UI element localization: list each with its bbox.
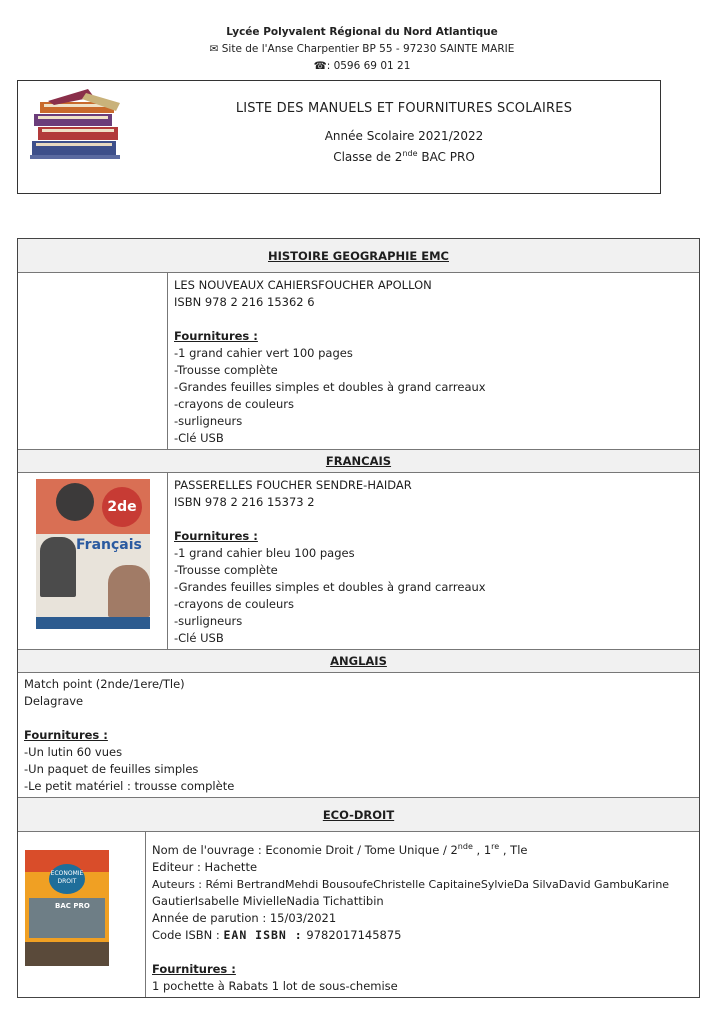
class-sup: nde: [402, 149, 418, 158]
fournitures-label: Fournitures :: [24, 728, 108, 742]
class-suffix: BAC PRO: [417, 150, 475, 164]
book-title: Match point (2nde/1ere/Tle): [24, 677, 185, 691]
phone-text: : 0596 69 01 21: [326, 60, 411, 72]
cover-badge: 2de: [102, 487, 142, 527]
supplies-table: [17, 238, 700, 998]
school-phone: [0, 58, 724, 75]
list-item: -surligneurs: [174, 414, 243, 428]
list-item: -Un lutin 60 vues: [24, 745, 123, 759]
school-name: Lycée Polyvalent Régional du Nord Atlantique: [226, 26, 498, 38]
fournitures-label: Fournitures :: [174, 529, 258, 543]
list-item: -Grandes feuilles simples et doubles à grand carreaux: [174, 580, 486, 594]
list-item: -Clé USB: [174, 631, 224, 645]
list-item: -1 grand cahier vert 100 pages: [174, 346, 353, 360]
eco-details: [146, 832, 699, 997]
section-header-francais: FRANCAIS: [18, 450, 699, 473]
francais-book-cover: [36, 479, 150, 629]
eco-cover-cell: [18, 832, 146, 997]
list-item: -Clé USB: [174, 431, 224, 445]
book-publisher: Delagrave: [24, 694, 84, 708]
list-item: -1 grand cahier bleu 100 pages: [174, 546, 355, 560]
cover-subtitle: BAC PRO: [55, 902, 90, 910]
book-authors-2: GautierIsabelle MivielleNadia Tichattibin: [152, 893, 384, 908]
class-level: [148, 145, 660, 166]
school-year: Année Scolaire 2021/2022: [324, 129, 484, 143]
list-item: -Un paquet de feuilles simples: [24, 762, 199, 776]
book-title: [152, 838, 693, 859]
book-isbn: ISBN 978 2 216 15362 6: [174, 295, 315, 309]
document-title: LISTE DES MANUELS ET FOURNITURES SCOLAIRES: [235, 101, 573, 116]
list-item: 1 pochette à Rabats 1 lot de sous-chemise: [152, 978, 398, 993]
school-address: [0, 41, 724, 58]
envelope-icon: ✉: [209, 43, 219, 55]
book-authors-1: Auteurs : Rémi BertrandMehdi BousoufeChristelle CapitaineSylvieDa SilvaDavid GambuKarine: [152, 877, 670, 891]
isbn-value: 9782017145875: [302, 927, 402, 942]
histoire-details: [168, 273, 699, 449]
list-item: -crayons de couleurs: [174, 597, 294, 611]
francais-cover-cell: [18, 473, 168, 649]
section-row-eco-droit: [18, 832, 699, 997]
eco-book-cover: [25, 850, 109, 966]
fournitures-label: Fournitures :: [152, 961, 236, 976]
book-isbn: [152, 927, 693, 944]
list-item: -Trousse complète: [174, 563, 278, 577]
histoire-cover-cell: [18, 273, 168, 449]
section-header-anglais: ANGLAIS: [18, 650, 699, 673]
title-text: [148, 101, 660, 166]
ouvrage-mid: , 1: [472, 842, 492, 857]
fournitures-label: Fournitures :: [174, 329, 258, 343]
ouvrage-prefix: Nom de l'ouvrage : Economie Droit / Tome Unique / 2: [152, 842, 458, 857]
section-row-francais: [18, 473, 699, 650]
cover-title: Français: [76, 537, 142, 553]
book-date: Année de parution : 15/03/2021: [152, 910, 337, 925]
anglais-details: [18, 673, 699, 798]
section-header-histoire: HISTOIRE GEOGRAPHIE EMC: [18, 239, 699, 273]
title-box: [17, 80, 661, 194]
ouvrage-suffix: , Tle: [499, 842, 528, 857]
francais-details: [168, 473, 699, 649]
list-item: -Grandes feuilles simples et doubles à grand carreaux: [174, 380, 486, 394]
isbn-prefix: Code ISBN :: [152, 927, 224, 942]
section-row-histoire: [18, 273, 699, 450]
book-title: PASSERELLES FOUCHER SENDRE-HAIDAR: [174, 478, 412, 492]
list-item: -Le petit matériel : trousse complète: [24, 779, 235, 793]
section-header-eco-droit: ECO-DROIT: [18, 798, 699, 832]
ouvrage-sup-2: re: [491, 842, 500, 851]
isbn-code: EAN ISBN :: [223, 927, 303, 942]
letterhead: [0, 24, 724, 75]
list-item: -Trousse complète: [174, 363, 278, 377]
class-prefix: Classe de 2: [333, 150, 403, 164]
ouvrage-sup-1: nde: [457, 842, 473, 851]
book-title: LES NOUVEAUX CAHIERSFOUCHER APOLLON: [174, 278, 432, 292]
cover-title: ECONOMIE DROIT: [49, 864, 85, 894]
list-item: -crayons de couleurs: [174, 397, 294, 411]
books-illustration-icon: [28, 87, 126, 163]
book-isbn: ISBN 978 2 216 15373 2: [174, 495, 315, 509]
book-publisher: Editeur : Hachette: [152, 859, 258, 874]
telephone-icon: ☎: [313, 60, 327, 72]
list-item: -surligneurs: [174, 614, 243, 628]
address-text: Site de l'Anse Charpentier BP 55 - 97230 SAINTE MARIE: [221, 43, 515, 55]
